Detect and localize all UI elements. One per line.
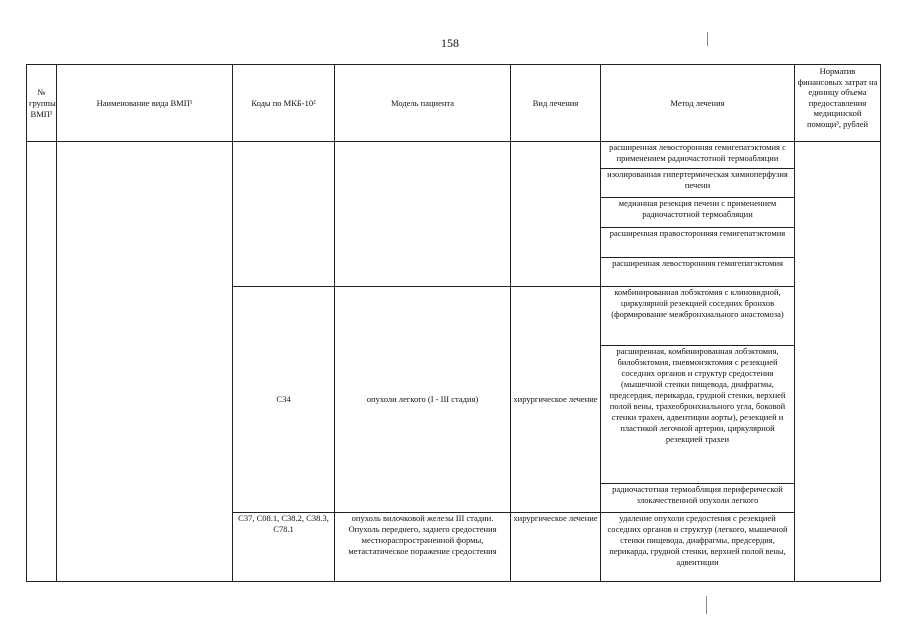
model-cell: опухоли легкого (I - III стадия) [335, 287, 511, 513]
method-cell: расширенная правосторонняя гемигепатэктомия [601, 228, 795, 258]
header-norm: Норматив финансовых затрат на единицу объема предоставления медицинской помощи³, рублей [795, 65, 881, 142]
codes-cell: С34 [233, 287, 335, 513]
page-number: 158 [441, 36, 459, 50]
method-cell: расширенная левосторонняя гемигепатэктомия с применением радиочастотной термоабляции [601, 142, 795, 168]
codes-cell [233, 142, 335, 287]
model-cell [335, 142, 511, 287]
header-codes: Коды по МКБ-10² [233, 65, 335, 142]
method-cell: расширенная, комбинированная лобэктомия, билобэктомия, пневмонэктомия с резекцией соседних органов и структур средостения (мышечной стенки пищевода, диафрагмы, предсердия, перикарда, грудной стенки, верхней полой вены, трахеобронхиального угла, боковой стенки трахеи, адвентиции аорты), резекцией и пластикой легочной артерии, циркулярной резекцией трахеи [601, 345, 795, 484]
codes-cell: С37, С08.1, С38.2, С38.3, С78.1 [233, 513, 335, 582]
method-cell: комбинированная лобэктомия с клиновидной, циркулярной резекцией соседних бронхов (формирование межбронхиального анастомоза) [601, 287, 795, 345]
treatment-cell: хирургическое лечение [511, 287, 601, 513]
method-cell: радиочастотная термоабляция периферической злокачественной опухоли легкого [601, 484, 795, 513]
vmp-table [26, 64, 881, 582]
header-group-no: № группы ВМП¹ [27, 65, 57, 142]
norm-cell [795, 142, 881, 582]
treatment-cell: хирургическое лечение [511, 513, 601, 582]
treatment-cell [511, 142, 601, 287]
scan-speck [707, 32, 708, 46]
method-cell: медианная резекция печени с применением радиочастотной термоабляции [601, 198, 795, 228]
name-cell [57, 142, 233, 582]
table-row [27, 142, 881, 168]
header-name: Наименование вида ВМП¹ [57, 65, 233, 142]
method-cell: изолированная гипертермическая химиоперфузия печени [601, 168, 795, 198]
header-treatment: Вид лечения [511, 65, 601, 142]
header-row [27, 65, 881, 142]
header-method: Метод лечения [601, 65, 795, 142]
model-cell: опухоль вилочковой железы III стадии. Опухоль переднего, заднего средостения местнораспространенной формы, метастатическое поражение средостения [335, 513, 511, 582]
header-model: Модель пациента [335, 65, 511, 142]
method-cell: расширенная левосторонняя гемигепатэктомия [601, 257, 795, 287]
group-no-cell [27, 142, 57, 582]
method-cell: удаление опухоли средостения с резекцией соседних органов и структур (легкого, мышечной стенки пищевода, диафрагмы, предсердия, перикарда, грудной стенки, верхней полой вены, адвентиции [601, 513, 795, 582]
scan-speck [706, 596, 707, 614]
